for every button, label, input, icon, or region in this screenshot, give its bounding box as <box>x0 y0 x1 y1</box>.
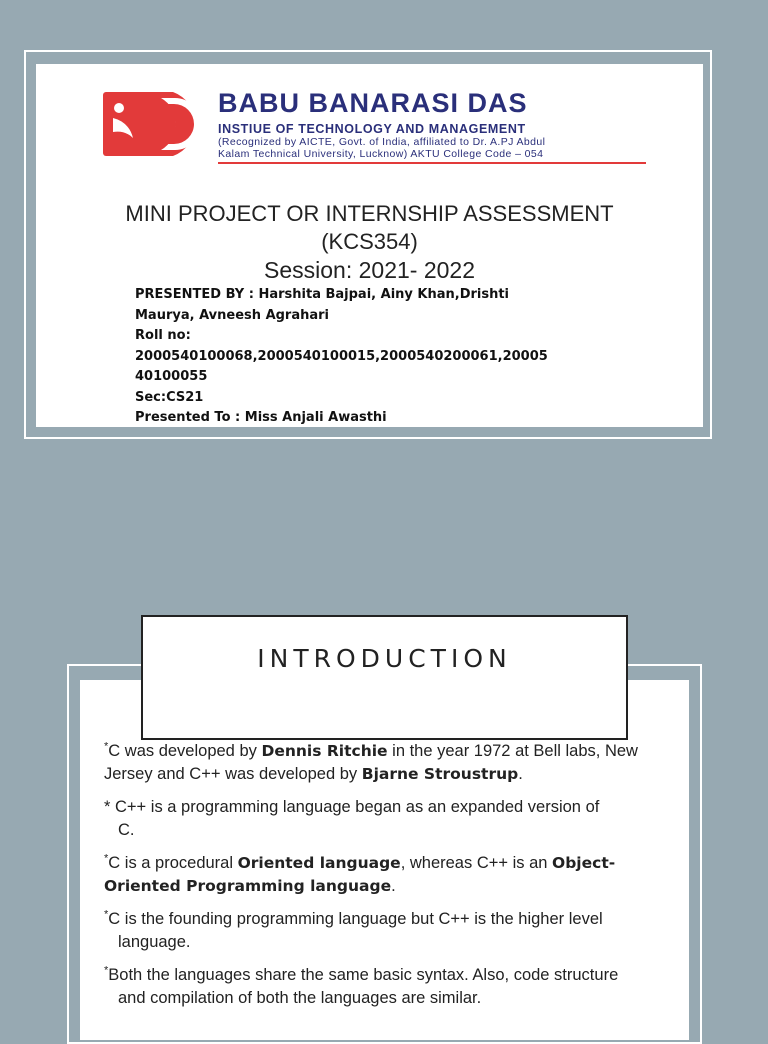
heading-box <box>141 615 628 740</box>
presented-by-line-2: Maurya, Avneesh Agrahari <box>135 307 330 323</box>
bullet-list <box>104 740 664 1020</box>
roll-numbers-line-1: 2000540100068,2000540100015,2000540200061,20005 <box>135 348 548 364</box>
presented-to: Presented To : Miss Anjali Awasthi <box>135 410 387 425</box>
bbd-logo <box>103 88 213 160</box>
bullet-2: * C++ is a programming language began as an expanded version of C. <box>104 798 600 839</box>
roll-label: Roll no: <box>135 328 191 343</box>
assessment-title: MINI PROJECT OR INTERNSHIP ASSESSMENT <box>125 201 614 226</box>
roll-numbers-line-2: 40100055 <box>135 369 208 384</box>
header-divider <box>218 162 646 164</box>
institute-name: BABU BANARASI DAS <box>218 88 528 118</box>
presented-by-line-1: PRESENTED BY : Harshita Bajpai, Ainy Khan,Drishti <box>135 287 510 302</box>
presentation-info <box>135 285 548 429</box>
institute-note-line-1: (Recognized by AICTE, Govt. of India, affiliated to Dr. A.PJ Abdul <box>218 136 546 148</box>
bullet-3: *C is a procedural Oriented language, whereas C++ is an Object- Oriented Programming language. <box>104 852 616 895</box>
slide-heading: INTRODUCTION <box>257 644 512 673</box>
bullet-4: *C is the founding programming language but C++ is the higher level language. <box>104 908 603 951</box>
institute-note <box>218 136 545 160</box>
course-code: (KCS354) <box>321 229 418 254</box>
bullet-1: *C was developed by Dennis Ritchie in the year 1972 at Bell labs, New Jersey and C++ was developed by Bjarne Stroustrup. <box>104 740 638 783</box>
bullet-5: *Both the languages share the same basic syntax. Also, code structure and compilation of both the languages are similar. <box>104 964 619 1007</box>
session: Session: 2021- 2022 <box>264 257 475 283</box>
institute-subtitle: INSTIUE OF TECHNOLOGY AND MANAGEMENT <box>218 122 526 136</box>
institute-note-line-2: Kalam Technical University, Lucknow) AKTU College Code – 054 <box>218 148 544 160</box>
section: Sec:CS21 <box>135 389 204 405</box>
